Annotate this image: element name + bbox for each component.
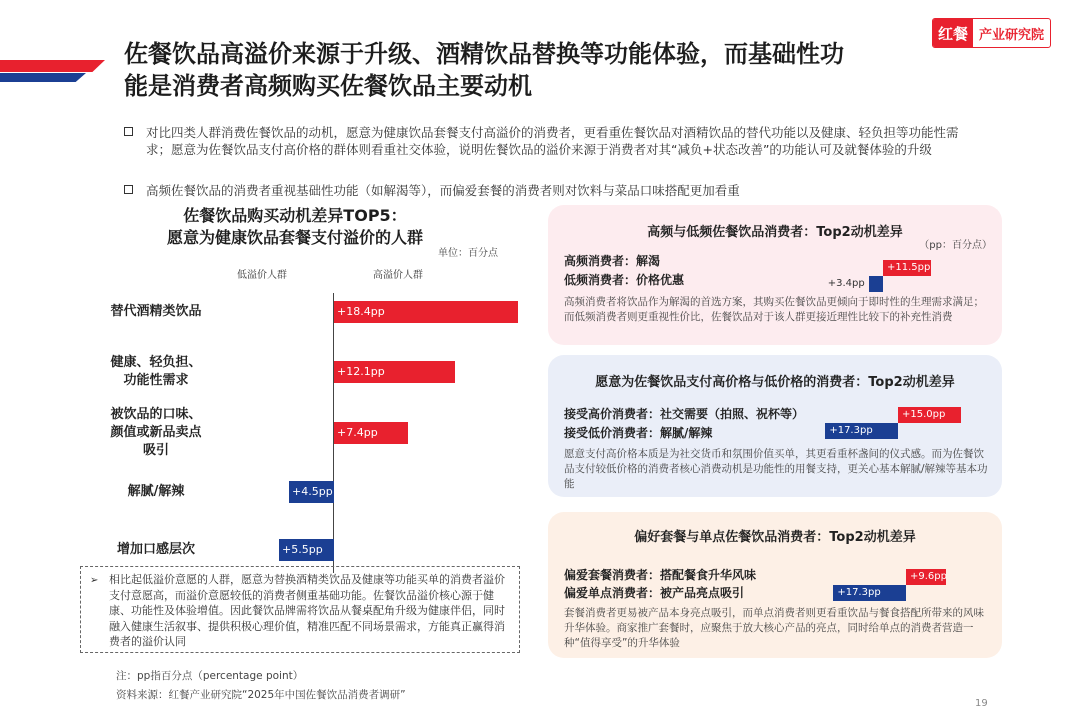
category-label-line: 颜值或新品卖点 <box>110 425 202 440</box>
category-label-line: 替代酒精类饮品 <box>110 304 202 319</box>
panel-package-bar-set-label: +9.6pp <box>910 571 947 582</box>
source-note: 资料来源：红餐产业研究院“2025年中国佐餐饮品消费者调研” <box>116 689 406 701</box>
page-title-line-2: 能是消费者高频购买佐餐饮品主要动机 <box>124 72 532 100</box>
insight-note-text: 相比起低溢价意愿的人群，愿意为替换酒精类饮品及健康等功能买单的消费者溢价支付意愿高，而溢价意愿较低的消费者侧重基础功能。佐餐饮品溢价核心源于健康、功能性及体验增值。因此餐饮品牌需将饮品从餐桌配角升级为健康伴侣，同时融入健康生活叙事、提供积极心理价值，精准匹配不同场景需求，方能真正赢得消费者的溢价认同 <box>109 573 505 648</box>
bar-value-label: +4.5pp <box>292 485 333 498</box>
bullet-2-text: 高频佐餐饮品的消费者重视基础性功能（如解渴等），而偏爱套餐的消费者则对饮料与菜品口味搭配更加看重 <box>146 183 740 198</box>
insight-note-box <box>80 566 520 653</box>
category-label-line: 被饮品的口味、 <box>110 407 202 422</box>
bar-value-label: +5.5pp <box>282 543 323 556</box>
page-number: 19 <box>975 698 988 709</box>
category-label <box>86 406 226 460</box>
panel-price-row1-label: 接受高价消费者：社交需要（拍照、祝杯等） <box>564 407 805 421</box>
panel-price-row2-label: 接受低价消费者：解腻/解辣 <box>564 426 713 440</box>
panel-price-desc: 愿意支付高价格本质是为社交货币和氛围价值买单，其更看重杯盏间的仪式感。而为佐餐饮品支付较低价格的消费者核心消费动机是功能性的用餐支持，更关心基本解腻/解辣等基本功能 <box>564 448 988 490</box>
category-label-line: 健康、轻负担、 <box>110 355 202 370</box>
panel-frequency-row2-label: 低频消费者：价格优惠 <box>564 273 685 287</box>
category-label <box>86 483 226 501</box>
category-label <box>86 303 226 321</box>
panel-price <box>548 355 1002 497</box>
panel-price-bar-high-label: +15.0pp <box>902 409 946 420</box>
chart-title-line-1: 佐餐饮品购买动机差异TOP5： <box>183 206 407 225</box>
panel-frequency-row1-label: 高频消费者：解渴 <box>564 254 661 268</box>
category-label-line: 解腻/解辣 <box>127 484 185 499</box>
panel-package-bar-set <box>906 569 946 585</box>
panel-package-bar-single-label: +17.3pp <box>837 587 881 598</box>
panel-frequency <box>548 205 1002 345</box>
panel-package-row2-label: 偏爱单点消费者：被产品亮点吸引 <box>564 586 745 600</box>
bar-value-label: +18.4pp <box>337 305 385 318</box>
page-title-line-1: 佐餐饮品高溢价来源于升级、酒精饮品替换等功能体验，而基础性功 <box>124 40 844 68</box>
panel-package-desc: 套餐消费者更易被产品本身亮点吸引，而单点消费者则更看重饮品与餐食搭配所带来的风味升华体验。商家推广套餐时，应聚焦于放大核心产品的亮点，同时给单点的消费者营造一种“值得享受”的升华体验 <box>564 607 984 649</box>
panel-frequency-desc: 高频消费者将饮品作为解渴的首选方案，其购买佐餐饮品更倾向于即时性的生理需求满足；而低频消费者则更重视性价比，佐餐饮品对于该人群更接近理性比较下的补充性消费 <box>564 296 984 323</box>
bar-high <box>334 301 518 323</box>
category-label-line: 增加口感层次 <box>116 542 195 557</box>
brand-logo-mark: 红餐 <box>933 19 973 47</box>
panel-frequency-unit: （pp：百分点） <box>919 240 992 251</box>
footnote: 注：pp指百分点（percentage point） <box>116 670 304 682</box>
chart-unit-label: 单位：百分点 <box>438 248 498 259</box>
panel-frequency-bar-high-label: +11.5pp <box>887 262 931 273</box>
panel-frequency-title: 高频与低频佐餐饮品消费者：Top2动机差异 <box>647 225 903 240</box>
bar-low <box>279 539 334 561</box>
category-label-line: 功能性需求 <box>123 373 189 388</box>
column-header-low: 低溢价人群 <box>237 270 287 281</box>
panel-price-bar-high <box>898 407 961 423</box>
panel-package-row1-label: 偏爱套餐消费者：搭配餐食升华风味 <box>564 568 757 582</box>
panel-package <box>548 512 1002 658</box>
bullet-1-text: 对比四类人群消费佐餐饮品的动机，愿意为健康饮品套餐支付高溢价的消费者，更看重佐餐饮品对酒精饮品的替代功能以及健康、轻负担等功能性需求；愿意为佐餐饮品支付高价格的群体则看重社交体验，说明佐餐饮品的溢价来源于消费者对其“减负+状态改善”的功能认可及就餐体验的升级 <box>146 125 959 157</box>
arrow-bullet-icon: ➢ <box>90 575 99 586</box>
panel-frequency-bar-low-label: +3.4pp <box>827 278 865 289</box>
bar-value-label: +12.1pp <box>337 365 385 378</box>
panel-package-title: 偏好套餐与单点佐餐饮品消费者：Top2动机差异 <box>634 530 916 545</box>
category-label-line: 吸引 <box>142 443 169 458</box>
column-header-high: 高溢价人群 <box>373 270 423 281</box>
bar-low <box>289 481 334 503</box>
panel-price-bar-low <box>825 423 898 439</box>
category-label <box>86 541 226 559</box>
brand-logo <box>932 18 1051 48</box>
panel-frequency-bar-high <box>883 260 931 276</box>
panel-package-bar-single <box>833 585 906 601</box>
panel-price-bar-low-label: +17.3pp <box>829 425 873 436</box>
category-label <box>86 354 226 390</box>
bar-value-label: +7.4pp <box>337 426 378 439</box>
panel-price-title: 愿意为佐餐饮品支付高价格与低价格的消费者：Top2动机差异 <box>595 375 955 390</box>
bar-high <box>334 422 408 444</box>
brand-logo-text: 产业研究院 <box>979 27 1045 43</box>
bar-high <box>334 361 455 383</box>
panel-frequency-bar-low <box>827 276 883 292</box>
chart-title-line-2: 愿意为健康饮品套餐支付溢价的人群 <box>166 228 423 247</box>
